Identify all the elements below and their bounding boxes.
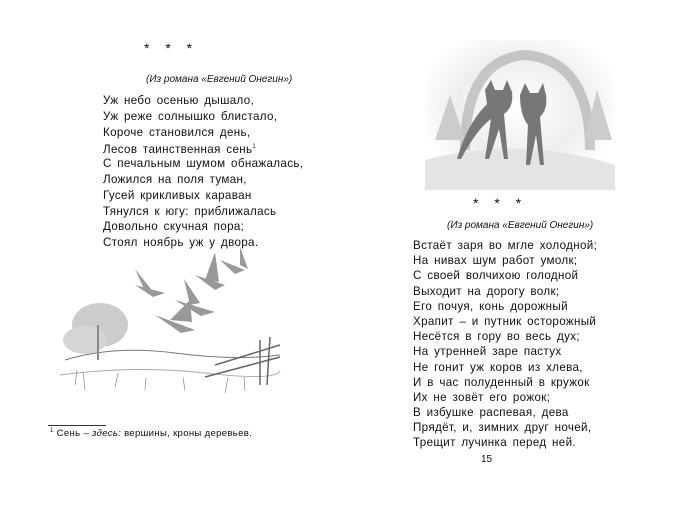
poem-line: На утренней заре пастух	[413, 345, 562, 359]
section-stars: * * *	[473, 195, 528, 211]
poem-line: Ложился на поля туман,	[103, 172, 247, 186]
poem-line: Его почуя, конь дорожный	[413, 299, 568, 313]
footnote-divider	[48, 425, 106, 426]
section-stars: * * *	[144, 40, 199, 56]
poem-line: И в час полуденный в кружок	[413, 375, 590, 389]
poem-subtitle: (Из романа «Евгений Онегин»)	[447, 220, 594, 231]
poem-line: В избушке распевая, дева	[413, 406, 569, 420]
poem-line: Выходит на дорогу волк;	[413, 284, 560, 298]
poem-line: Стоял ноябрь уж у двора.	[103, 236, 259, 250]
poem-line: Храпит – и путник осторожный	[413, 314, 597, 328]
poem-winter	[413, 238, 597, 451]
poem-line: Прядёт, и, зимних друг ночей,	[413, 421, 592, 435]
poem-line: Короче становился день,	[103, 125, 251, 139]
poem-subtitle: (Из романа «Евгений Онегин»)	[146, 74, 293, 85]
poem-line: Лесов таинственная сень$^1$	[103, 143, 257, 157]
poem-line: Не гонит уж коров из хлева,	[413, 360, 583, 374]
poem-line: На нивах шум работ умолк;	[413, 254, 578, 268]
poem-line: Уж небо осенью дышало,	[103, 94, 255, 107]
geese-illustration	[55, 245, 285, 400]
poem-autumn	[103, 93, 303, 251]
poem-line: Трещит лучинка перед ней.	[413, 436, 576, 450]
wolves-illustration	[425, 40, 615, 190]
footnote: $^1$ Сень – здесь: вершины, кроны деревьев.	[50, 428, 253, 440]
poem-line: Встаёт заря во мгле холодной;	[413, 239, 598, 252]
poem-line: Уж реже солнышко блистало,	[103, 109, 278, 123]
poem-line: С печальным шумом обнажалась,	[103, 157, 304, 171]
poem-line: Тянулся к югу: приближалась	[103, 204, 277, 218]
page-number: 15	[481, 454, 493, 465]
poem-line: Их не зовёт его рожок;	[413, 390, 551, 404]
poem-line: Довольно скучная пора;	[103, 220, 245, 234]
poem-line: Гусей крикливых караван	[103, 188, 252, 202]
poem-line: С своей волчихою голодной	[413, 269, 579, 283]
footnote-ref: 1	[252, 144, 257, 151]
poem-line: Несётся в гору во весь дух;	[413, 330, 580, 344]
